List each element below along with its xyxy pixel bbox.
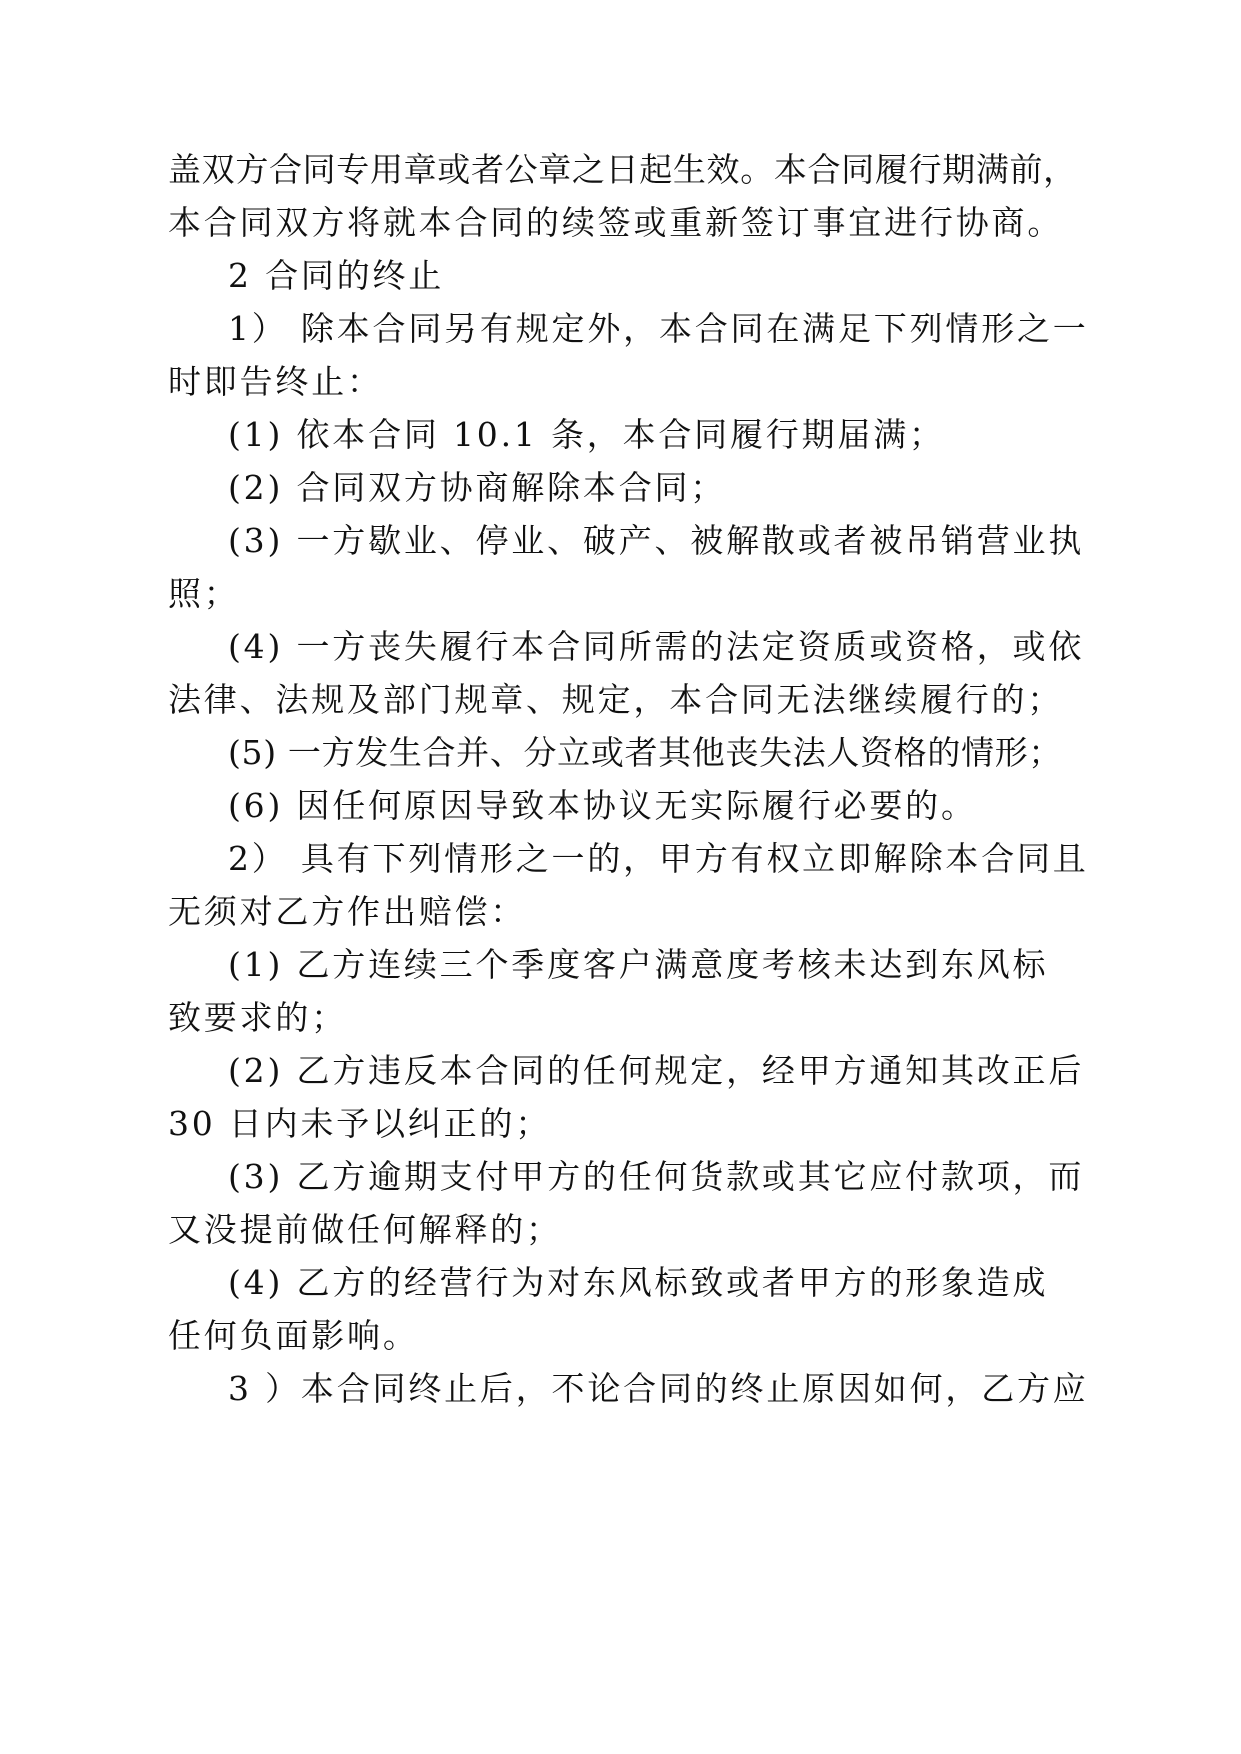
text-line: 30 日内未予以纠正的； <box>168 1104 552 1143</box>
text-line: 盖双方合同专用章或者公章之日起生效。本合同履行期满前， <box>168 150 1077 189</box>
text-line: 时即告终止： <box>168 362 383 401</box>
list-item: (4) 一方丧失履行本合同所需的法定资质或资格，或依 <box>228 627 1085 666</box>
list-item: (3) 一方歇业、停业、破产、被解散或者被吊销营业执 <box>228 521 1085 560</box>
list-item: (2) 乙方违反本合同的任何规定，经甲方通知其改正后 <box>228 1051 1085 1090</box>
text-line: 本合同双方将就本合同的续签或重新签订事宜进行协商。 <box>168 203 1064 242</box>
text-line: 2） 具有下列情形之一的，甲方有权立即解除本合同且 <box>228 839 1089 878</box>
text-line: 照； <box>168 574 240 613</box>
text-line: 无须对乙方作出赔偿： <box>168 892 527 931</box>
text-line: 法律、法规及部门规章、规定，本合同无法继续履行的； <box>168 680 1064 719</box>
text-line: 致要求的； <box>168 998 348 1037</box>
text-line: 1） 除本合同另有规定外，本合同在满足下列情形之一 <box>228 309 1089 348</box>
list-item: (1) 依本合同 10.1 条，本合同履行期届满； <box>228 415 945 454</box>
list-item: (2) 合同双方协商解除本合同； <box>228 468 727 507</box>
list-item: (4) 乙方的经营行为对东风标致或者甲方的形象造成 <box>228 1263 1049 1302</box>
section-heading: 2 合同的终止 <box>228 256 445 295</box>
text-line: 任何负面影响。 <box>168 1316 419 1355</box>
list-item: (6) 因任何原因导致本协议无实际履行必要的。 <box>228 786 977 825</box>
list-item: (3) 乙方逾期支付甲方的任何货款或其它应付款项，而 <box>228 1157 1085 1196</box>
text-line: 3 ）本合同终止后，不论合同的终止原因如何，乙方应 <box>228 1369 1089 1408</box>
text-line: 又没提前做任何解释的； <box>168 1210 562 1249</box>
list-item: (5) 一方发生合并、分立或者其他丧失法人资格的情形； <box>228 733 1063 772</box>
list-item: (1) 乙方连续三个季度客户满意度考核未达到东风标 <box>228 945 1049 984</box>
